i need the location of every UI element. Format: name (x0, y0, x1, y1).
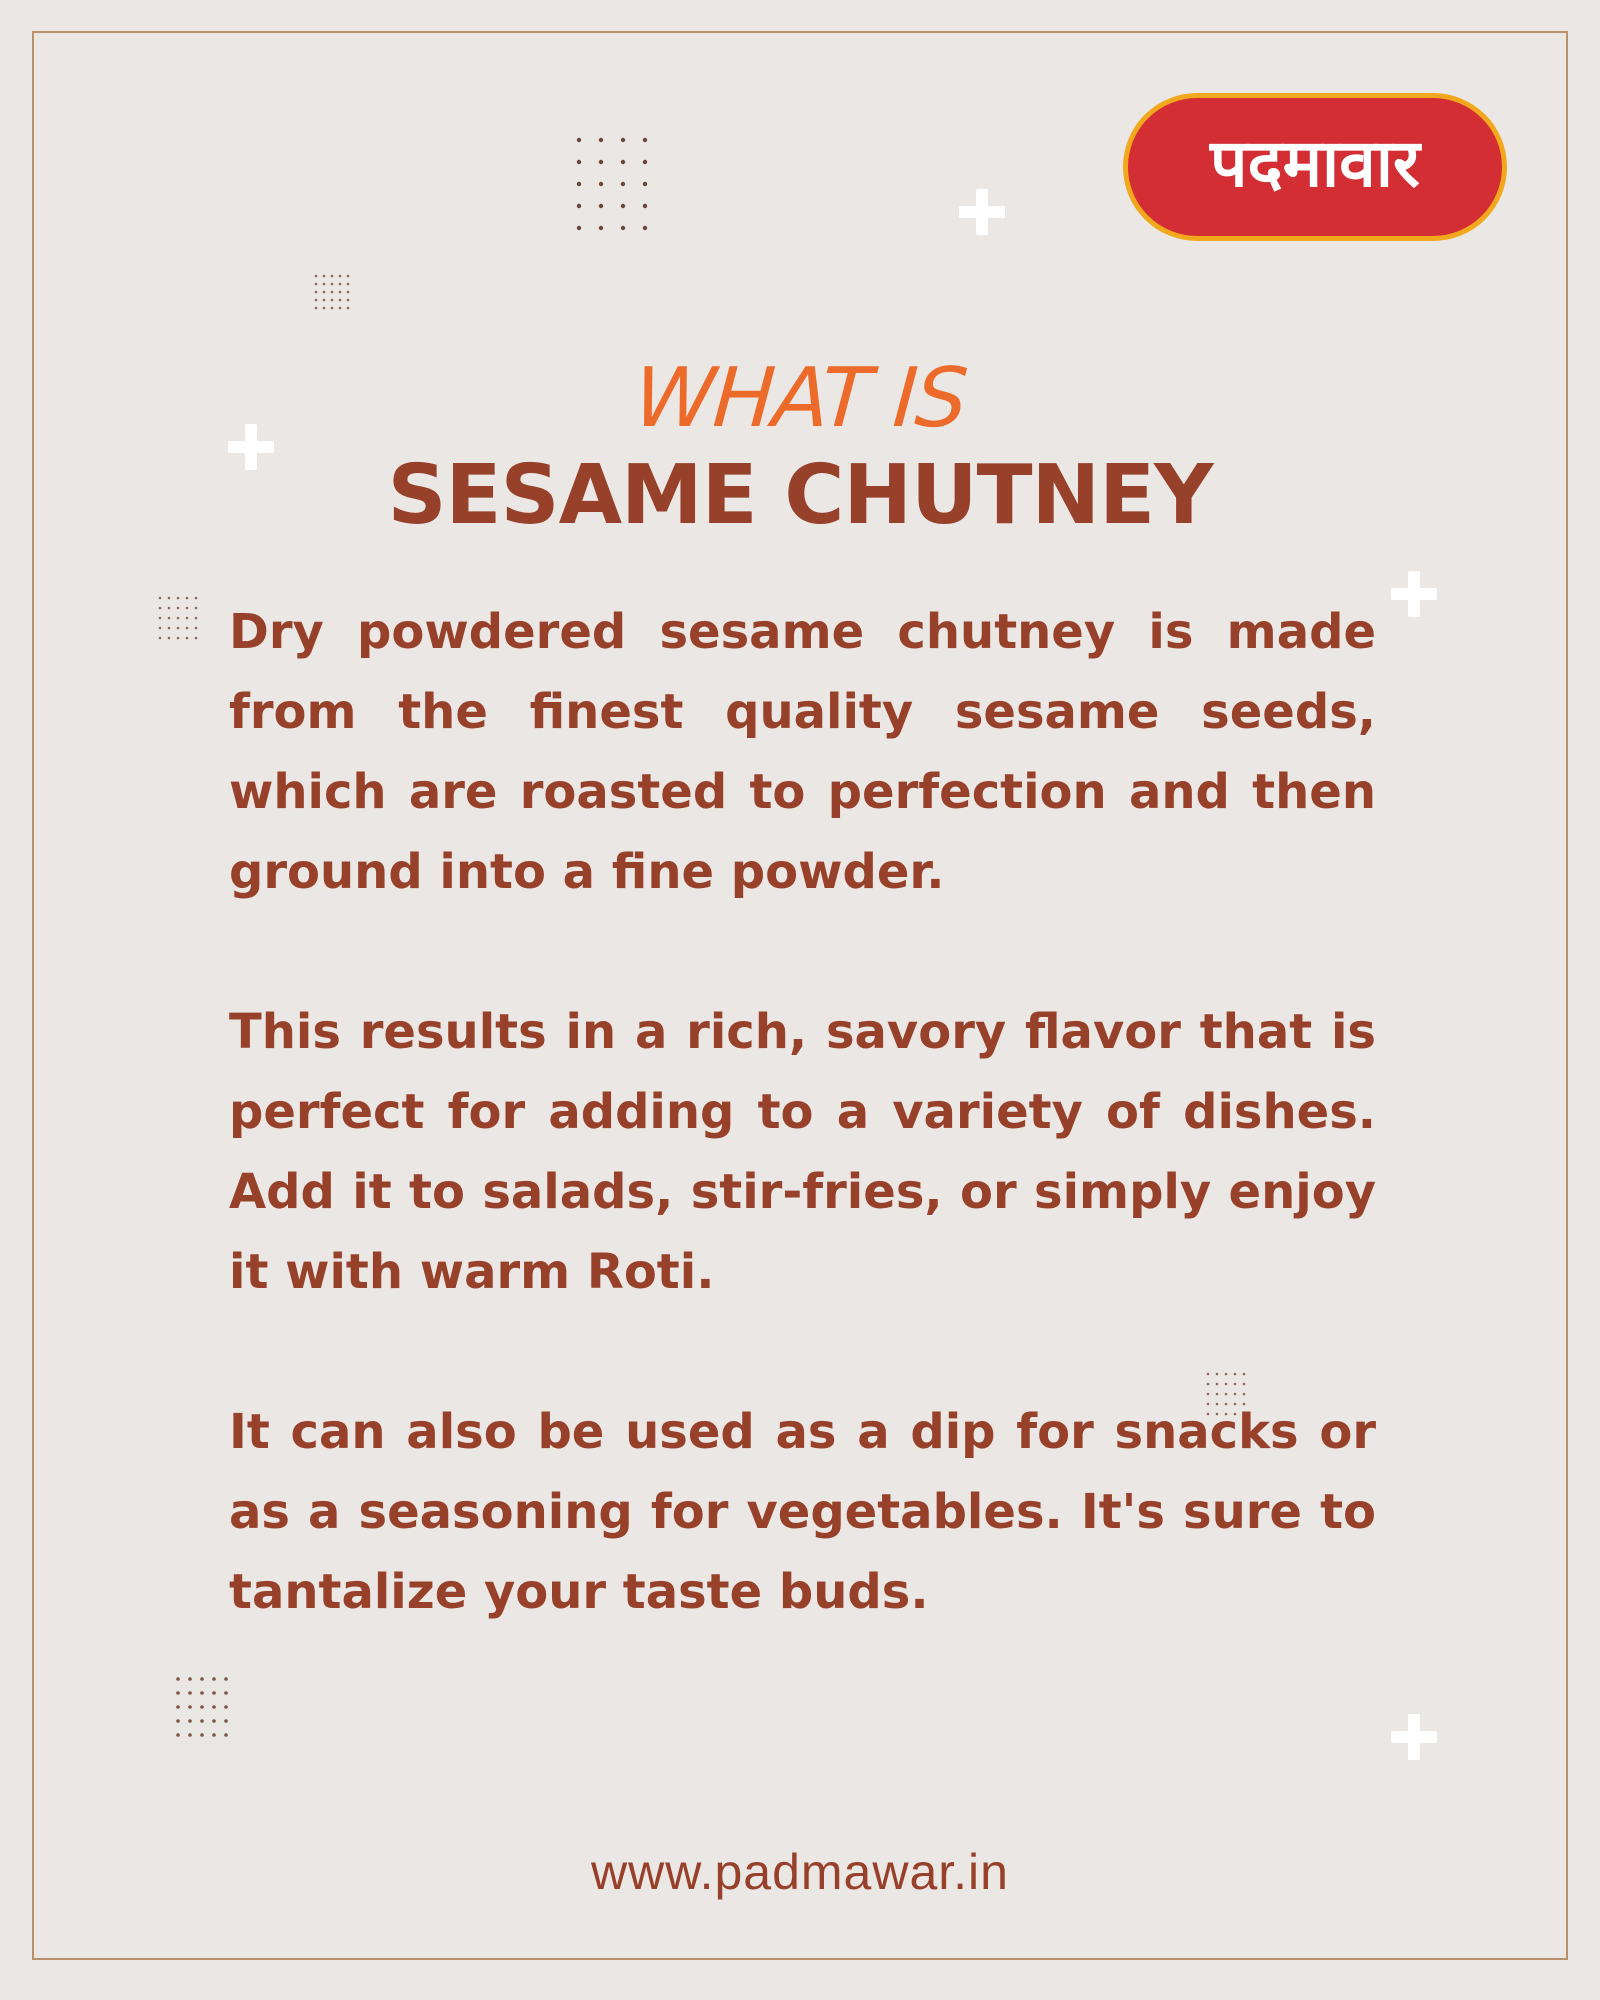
brand-logo-text: पदमावार (1210, 125, 1420, 202)
body-paragraph: It can also be used as a dip for snacks or as a seasoning for vegetables. It's sure to tantalize your taste buds. (229, 1404, 1376, 1620)
brand-logo (1123, 93, 1507, 241)
page-title: SESAME CHUTNEY (387, 448, 1213, 543)
website-link[interactable]: www.padmawar.in (591, 1844, 1009, 1900)
heading-what-is: WHAT IS (631, 351, 969, 446)
plus-icon (1391, 571, 1437, 617)
plus-icon (959, 189, 1005, 235)
body-paragraph: Dry powdered sesame chutney is made from the finest quality sesame seeds, which are roasted to perfection and then ground into a fine powder. (229, 604, 1376, 900)
dot-grid-left (158, 596, 198, 642)
dot-grid-bottom-left (175, 1676, 231, 1740)
plus-icon (1391, 1714, 1437, 1760)
dot-grid-small-top (314, 274, 350, 314)
dot-grid-top (576, 136, 662, 236)
body-paragraph: This results in a rich, savory flavor that is perfect for adding to a variety of dishes. Add it to salads, stir-fries, or simply enjoy it with warm Roti. (229, 1004, 1376, 1300)
